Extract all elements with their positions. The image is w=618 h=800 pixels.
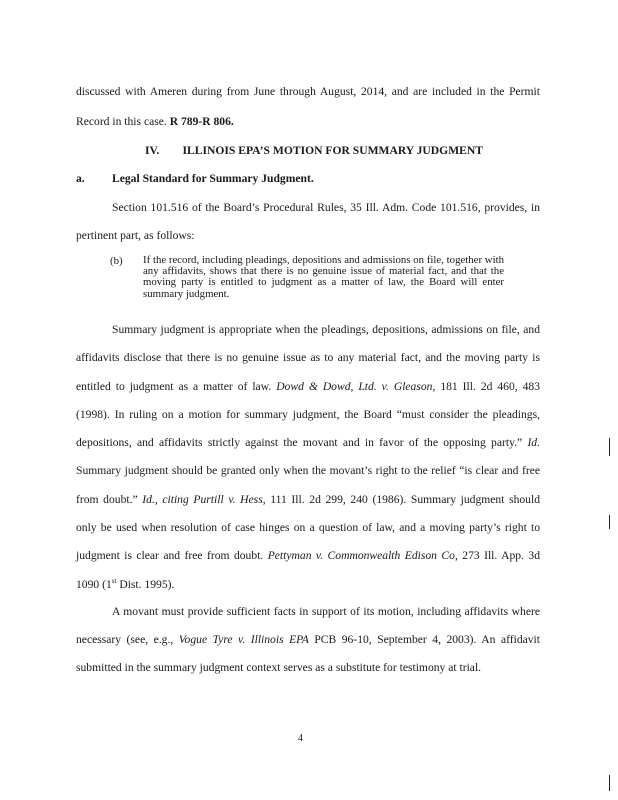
- subsection-label: a.: [76, 172, 85, 185]
- text-line: (1998). In ruling on a motion for summary judgment, the Board “must consider the pleadings,: [76, 408, 540, 421]
- text-line: Summary judgment should be granted only when the movant’s right to the relief “is clear and free: [76, 464, 540, 477]
- margin-mark: [609, 775, 610, 791]
- text-line: entitled to judgment as a matter of law. Dowd & Dowd, Ltd. v. Gleason, 181 Ill. 2d 460, 483: [76, 380, 541, 393]
- case-citation: Vogue Tyre v. Illinois EPA: [178, 633, 309, 646]
- case-citation: Pettyman v. Commonwealth Edison Co: [267, 549, 455, 562]
- text-line: 1090 (1st Dist. 1995).: [76, 577, 175, 591]
- text-line: A movant must provide sufficient facts in support of its motion, including affidavits where: [112, 605, 540, 618]
- text-line: submitted in the summary judgment context serves as a substitute for testimony at trial.: [76, 661, 482, 674]
- case-citation: Id., citing Purtill v. Hess: [142, 493, 263, 506]
- quote-subsection-mark: (b): [110, 255, 123, 267]
- text-line: from doubt.” Id., citing Purtill v. Hess, 111 Ill. 2d 299, 240 (1986). Summary judgment should: [76, 493, 540, 506]
- text-line: judgment is clear and free from doubt. Pettyman v. Commonwealth Edison Co, 273 Ill. App. 3d: [76, 549, 540, 562]
- record-citation: R 789-R 806.: [169, 115, 234, 128]
- section-heading: IV. ILLINOIS EPA’S MOTION FOR SUMMARY JUDGMENT: [145, 144, 483, 157]
- subsection-title: Legal Standard for Summary Judgment.: [112, 172, 314, 185]
- margin-mark: [609, 515, 610, 529]
- block-quote: If the record, including pleadings, depositions and admissions on file, together with any affidavits, shows that there is no genuine issue of material fact, and that the moving party is entitled to judgment as a matter of law, the Board will enter summary judgment.: [143, 254, 504, 300]
- case-citation: Dowd & Dowd, Ltd. v. Gleason: [276, 380, 433, 393]
- text-line: pertinent part, as follows:: [76, 229, 195, 242]
- text-line: discussed with Ameren during from June through August, 2014, and are included in the Permit: [76, 85, 540, 98]
- text-line: affidavits disclose that there is no genuine issue as to any material fact, and the moving party is: [76, 351, 540, 364]
- page-number: 4: [298, 733, 303, 744]
- margin-mark: [609, 438, 610, 456]
- text-line: Summary judgment is appropriate when the pleadings, depositions, admissions on file, and: [112, 323, 540, 336]
- text-line: Section 101.516 of the Board’s Procedural Rules, 35 Ill. Adm. Code 101.516, provides, in: [112, 201, 540, 214]
- text-line: Record in this case. R 789-R 806.: [76, 115, 234, 128]
- case-citation: Id.: [527, 436, 540, 449]
- text-line: depositions, and affidavits strictly against the movant and in favor of the opposing party.” Id.: [76, 436, 540, 449]
- text-line: only be used when resolution of case hinges on a question of law, and a moving party’s right to: [76, 521, 540, 534]
- text-line: necessary (see, e.g., Vogue Tyre v. Illinois EPA PCB 96-10, September 4, 2003). An affidavit: [76, 633, 541, 646]
